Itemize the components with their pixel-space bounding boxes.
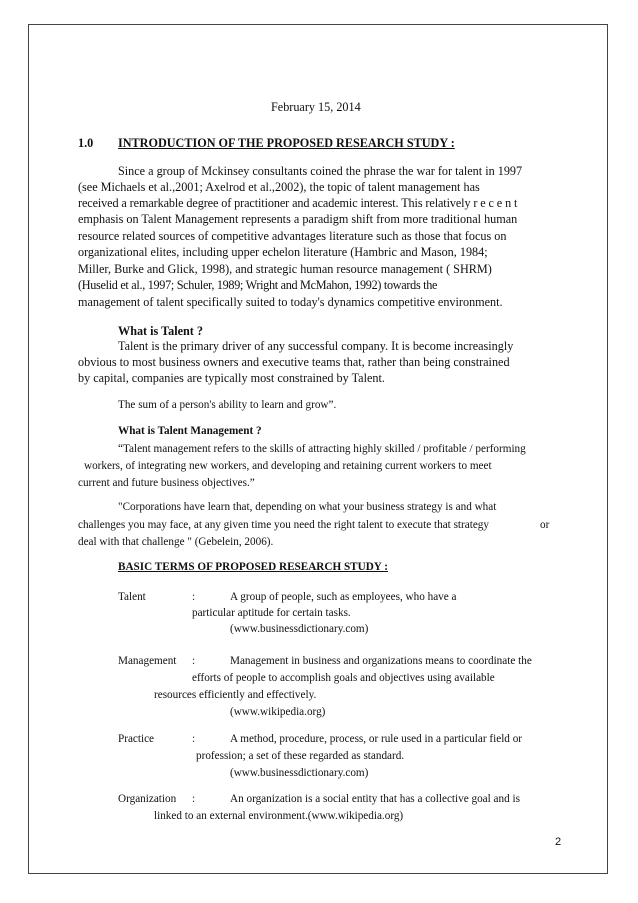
practice-def: profession; a set of these regarded as standard.	[196, 750, 405, 762]
term-colon: :	[192, 733, 196, 745]
talent-def: A group of people, such as employees, who have a	[230, 591, 457, 603]
term-practice: Practice	[118, 733, 155, 745]
intro-line: (see Michaels et al.,2001; Axelrod et al.,2002), the topic of talent management has	[78, 180, 480, 194]
intro-line: (Huselid et al., 1997; Schuler, 1989; Wright and McMahon, 1992) towards the	[78, 278, 438, 292]
talent-quote: The sum of a person's ability to learn and grow”.	[118, 399, 337, 411]
term-colon: :	[192, 793, 196, 805]
intro-line: Miller, Burke and Glick, 1998), and strategic human resource management ( SHRM)	[78, 262, 492, 276]
practice-source: (www.businessdictionary.com)	[230, 767, 369, 779]
term-colon: :	[192, 591, 196, 603]
term-talent: Talent	[118, 591, 146, 603]
document-date: February 15, 2014	[271, 100, 361, 114]
page-number: 2	[555, 836, 562, 848]
corp-quote-line: challenges you may face, at any given time you need the right talent to execute that strategy	[78, 519, 489, 531]
intro-line: received a remarkable degree of practitioner and academic interest. This relatively r e c e n t	[78, 196, 518, 210]
management-def: resources efficiently and effectively.	[154, 689, 317, 701]
management-source: (www.wikipedia.org)	[230, 706, 326, 718]
intro-line: resource related sources of competitive advantages literature such as those that focus on	[78, 229, 507, 243]
intro-line: organizational elites, including upper echelon literature (Hambric and Mason, 1984;	[78, 245, 488, 259]
tm-quote-line: “Talent management refers to the skills of attracting highly skilled / profitable / performing	[118, 443, 526, 455]
section-title: INTRODUCTION OF THE PROPOSED RESEARCH STUDY :	[118, 136, 455, 150]
talent-heading: What is Talent ?	[118, 324, 203, 338]
term-management: Management	[118, 655, 177, 667]
intro-line: management of talent specifically suited to today's dynamics competitive environment.	[78, 295, 503, 309]
corp-quote-line: "Corporations have learn that, depending on what your business strategy is and what	[118, 501, 497, 513]
talent-line: obvious to most business owners and executive teams that, rather than being constrained	[78, 355, 510, 369]
tm-heading: What is Talent Management ?	[118, 425, 262, 437]
organization-def: linked to an external environment.(www.wikipedia.org)	[154, 810, 404, 822]
talent-line: Talent is the primary driver of any successful company. It is become increasingly	[118, 339, 514, 353]
intro-line: emphasis on Talent Management represents a paradigm shift from more traditional human	[78, 212, 518, 226]
organization-def: An organization is a social entity that has a collective goal and is	[230, 793, 520, 805]
management-def: Management in business and organizations means to coordinate the	[230, 655, 532, 667]
tm-quote-line: current and future business objectives.”	[78, 477, 255, 489]
corp-quote-line: deal with that challenge " (Gebelein, 2006).	[78, 536, 274, 548]
intro-line: Since a group of Mckinsey consultants coined the phrase the war for talent in 1997	[118, 164, 523, 178]
tm-quote-line: workers, of integrating new workers, and developing and retaining current workers to meet	[84, 460, 492, 472]
term-organization: Organization	[118, 793, 177, 805]
term-colon: :	[192, 655, 196, 667]
practice-def: A method, procedure, process, or rule used in a particular field or	[230, 733, 523, 745]
talent-line: by capital, companies are typically most constrained by Talent.	[78, 371, 385, 385]
section-number: 1.0	[78, 136, 94, 150]
talent-def: particular aptitude for certain tasks.	[192, 607, 351, 619]
management-def: efforts of people to accomplish goals and objectives using available	[192, 672, 495, 684]
talent-source: (www.businessdictionary.com)	[230, 623, 369, 635]
basic-terms-heading: BASIC TERMS OF PROPOSED RESEARCH STUDY :	[118, 561, 388, 573]
corp-quote-line: or	[540, 519, 550, 531]
